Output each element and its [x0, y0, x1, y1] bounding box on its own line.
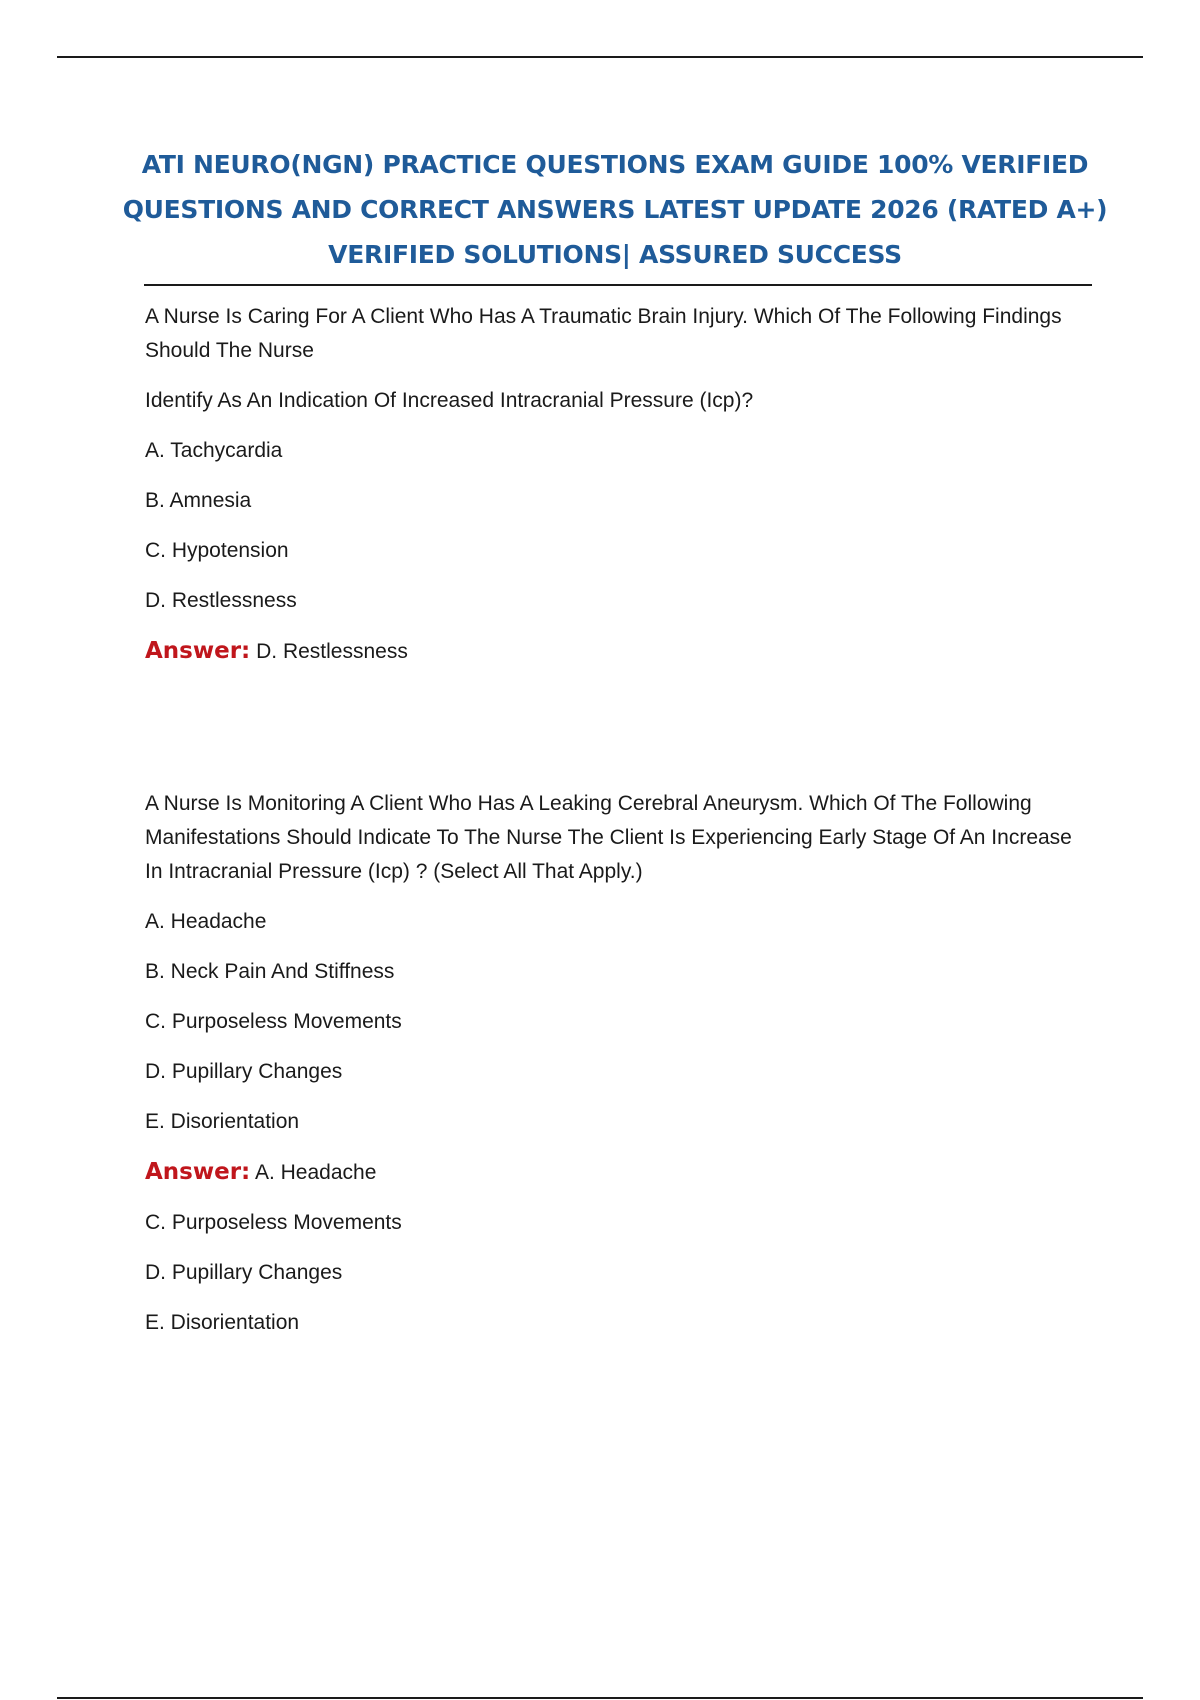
question-1 — [145, 300, 1095, 669]
question-2-option-c: C. Purposeless Movements — [145, 1010, 402, 1033]
question-1-option-a: A. Tachycardia — [145, 439, 283, 462]
question-2-answer-more-item: E. Disorientation — [145, 1311, 300, 1334]
question-1-option-d: D. Restlessness — [145, 589, 297, 612]
question-2-answer — [145, 1155, 1095, 1190]
question-1-text-part-2: Identify As An Indication Of Increased Intracranial Pressure (Icp)? — [145, 389, 754, 412]
title-underline — [144, 284, 1092, 286]
question-2 — [145, 787, 1095, 1340]
question-1-option-b: B. Amnesia — [145, 489, 252, 512]
question-1-options — [145, 434, 1095, 618]
question-2-text: A Nurse Is Monitoring A Client Who Has A Leaking Cerebral Aneurysm. Which Of The Following Manifestations Should Indicate To The Nurse The Client Is Experiencing Early Stage Of An Increase In Intracranial Pressure (Icp) ? (Select All That Apply.) — [145, 792, 1072, 883]
question-1-answer-value: D. Restlessness — [256, 640, 408, 663]
question-1-answer-label: Answer: — [145, 638, 251, 664]
document-title: ATI NEURO(NGN) PRACTICE QUESTIONS EXAM GUIDE 100% VERIFIED QUESTIONS AND CORRECT ANSWERS LATEST UPDATE 2026 (RATED A+) VERIFIED SOLUTIONS| ASSURED SUCCESS — [122, 150, 1108, 269]
question-2-answer-label: Answer: — [145, 1159, 251, 1185]
document-body — [145, 300, 1095, 1356]
bottom-rule — [57, 1697, 1143, 1699]
question-2-option-b: B. Neck Pain And Stiffness — [145, 960, 395, 983]
question-2-option-e: E. Disorientation — [145, 1110, 300, 1133]
question-2-answer-value: A. Headache — [254, 1161, 377, 1184]
question-2-option-d: D. Pupillary Changes — [145, 1060, 343, 1083]
question-2-answer-more-item: D. Pupillary Changes — [145, 1261, 343, 1284]
question-1-option-c: C. Hypotension — [145, 539, 289, 562]
question-1-answer — [145, 634, 1095, 669]
question-1-text-part-1: A Nurse Is Caring For A Client Who Has A Traumatic Brain Injury. Which Of The Following Findings Should The Nurse — [145, 305, 1062, 362]
question-2-answer-more — [145, 1206, 1095, 1340]
question-2-answer-more-item: C. Purposeless Movements — [145, 1211, 402, 1234]
question-2-options — [145, 905, 1095, 1139]
question-2-option-a: A. Headache — [145, 910, 267, 933]
top-rule — [57, 56, 1143, 58]
